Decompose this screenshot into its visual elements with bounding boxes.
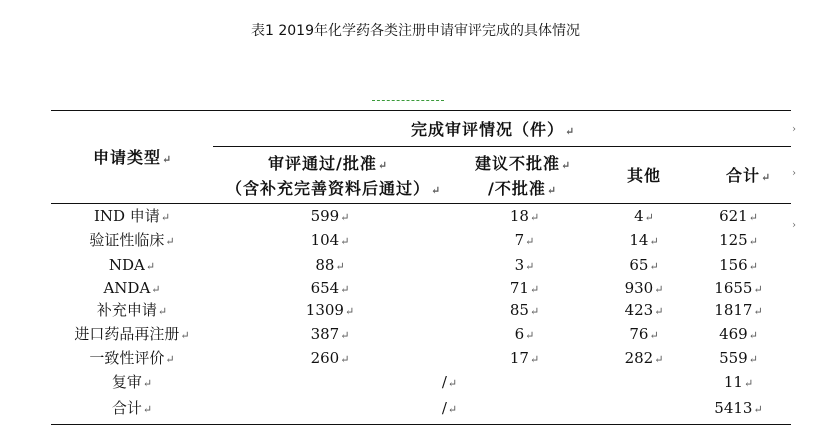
side-mark-1: ›: [792, 124, 796, 135]
cell-merged: /↵: [441, 399, 458, 417]
cell-rejected: 7↵: [514, 231, 535, 249]
cell-other: 930↵: [624, 279, 664, 297]
side-mark-2: ›: [792, 168, 796, 179]
cell-total: 11↵: [723, 373, 754, 391]
cell-rejected: 6↵: [514, 325, 535, 343]
cell-total: 125↵: [719, 231, 758, 249]
header-rejected-line2: /不批准↵: [488, 179, 558, 198]
header-bottom-rule: [51, 203, 791, 204]
cell-merged: /↵: [441, 373, 458, 391]
cell-total: 1655↵: [714, 279, 763, 297]
cell-other: 423↵: [624, 301, 664, 319]
cell-total: 559↵: [719, 349, 758, 367]
cell-other: 4↵: [634, 207, 654, 225]
cell-approved: 387↵: [310, 325, 350, 343]
table-bottom-rule: [51, 424, 791, 425]
header-type: 申请类型↵: [93, 148, 173, 167]
cell-rejected: 85↵: [509, 301, 540, 319]
cell-total: 5413↵: [714, 399, 763, 417]
cell-type: 复审↵: [111, 373, 153, 391]
side-mark-3: ›: [792, 220, 796, 231]
cell-approved: 654↵: [310, 279, 350, 297]
cell-approved: 599↵: [310, 207, 350, 225]
cell-rejected: 17↵: [509, 349, 540, 367]
header-group-rule: [213, 146, 791, 147]
cell-other: 282↵: [624, 349, 664, 367]
table-caption: 表1 2019年化学药各类注册申请审评完成的具体情况: [251, 23, 580, 39]
header-group: 完成审评情况（件）↵: [411, 120, 576, 139]
dashed-marker: [372, 100, 444, 101]
cell-approved: 1309↵: [305, 301, 355, 319]
cell-rejected: 3↵: [514, 256, 535, 274]
cell-approved: 260↵: [310, 349, 350, 367]
cell-other: 76↵: [629, 325, 659, 343]
header-approved-line1: 审评通过/批准↵: [268, 154, 389, 173]
cell-other: 14↵: [629, 231, 659, 249]
cell-rejected: 71↵: [509, 279, 540, 297]
cell-type: NDA↵: [108, 256, 156, 274]
cell-type: 一致性评价↵: [89, 349, 175, 367]
cell-rejected: 18↵: [509, 207, 540, 225]
header-total: 合计↵: [726, 166, 772, 185]
cell-type: 补充申请↵: [96, 301, 168, 319]
cell-total: 156↵: [719, 256, 758, 274]
cell-type: ANDA↵: [103, 279, 161, 297]
cell-type: 进口药品再注册↵: [74, 325, 190, 343]
table-top-rule: [51, 110, 791, 111]
cell-type: 合计↵: [111, 399, 153, 417]
cell-total: 621↵: [719, 207, 758, 225]
header-approved-line2: （含补充完善资料后通过）↵: [226, 179, 442, 198]
cell-type: 验证性临床↵: [89, 231, 175, 249]
cell-type: IND 申请↵: [93, 207, 171, 225]
cell-total: 1817↵: [714, 301, 763, 319]
cell-approved: 104↵: [310, 231, 350, 249]
cell-total: 469↵: [719, 325, 758, 343]
header-rejected-line1: 建议不批准↵: [475, 154, 572, 173]
cell-other: 65↵: [629, 256, 659, 274]
cell-approved: 88↵: [315, 256, 345, 274]
header-other: 其他: [627, 166, 662, 185]
